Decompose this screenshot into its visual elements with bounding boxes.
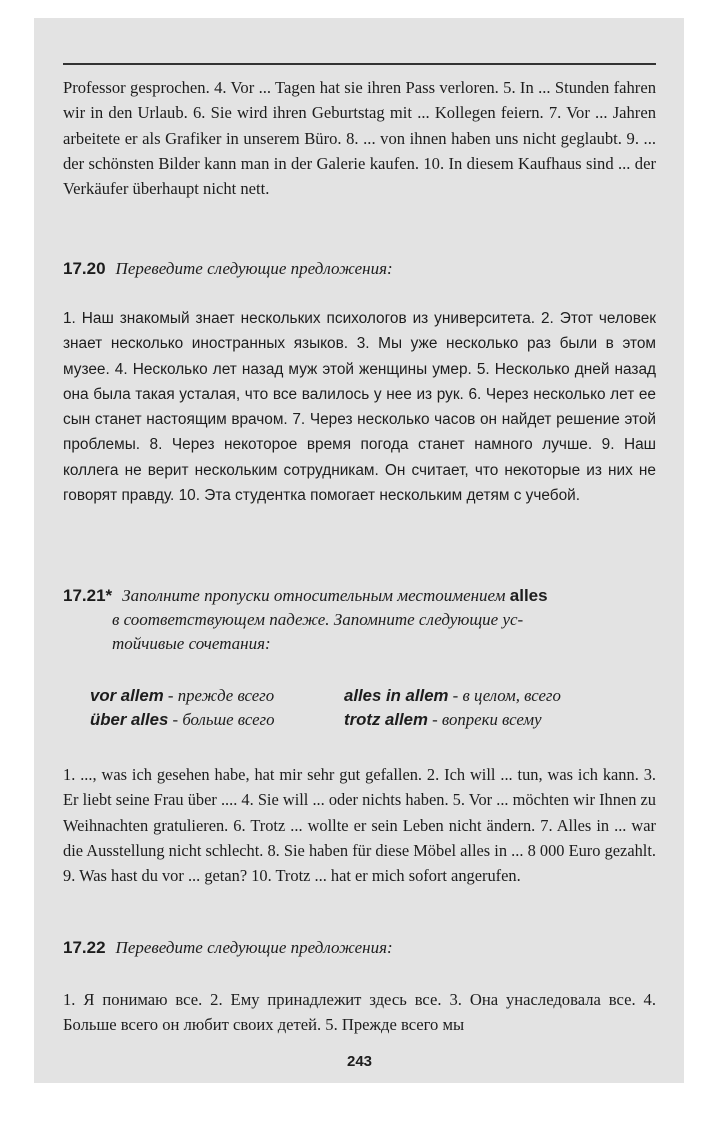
idiom-item: über alles - больше всего (90, 710, 275, 729)
exercise-17-21-text: 1. ..., was ich gesehen habe, hat mir sehr gut gefallen. 2. Ich will ... tun, was ich kann. 3. Er liebt seine Frau über .... 4. Sie will ... oder nichts haben. 5. Vor ... möchten wir Ihnen zu Weihnachten gratulieren. 6. Trotz ... wollte er sein Leben nicht ändern. 7. Alles in ... war die Ausstellung nicht schlecht. 8. Sie haben für diese Möbel alles in ... 8 000 Euro gezahlt. 9. Was hast du vor ... getan? 10. Trotz ... hat er mich sofort angerufen. (63, 765, 656, 886)
idiom-row (90, 684, 650, 708)
idiom-translation: прежде всего (177, 686, 275, 705)
idiom-item: trotz allem - вопреки всему (344, 710, 542, 729)
idiom-translation: больше всего (182, 710, 275, 729)
idiom-term: vor allem (90, 686, 164, 705)
idiom-item: vor allem - прежде всего (90, 686, 275, 705)
idiom-term: trotz allem (344, 710, 428, 729)
idiom-list (90, 684, 650, 732)
exercise-number: 17.21* (63, 586, 113, 605)
exercise-title-line: в соответствующем падеже. Запомните следующие ус- (112, 610, 524, 629)
page-number: 243 (346, 1053, 373, 1070)
idiom-translation: в целом, всего (462, 686, 561, 705)
exercise-17-21-heading (63, 584, 656, 656)
exercise-17-22-text: 1. Я понимаю все. 2. Ему принадлежит здесь все. 3. Она унаследовала все. 4. Больше всего он любит своих детей. 5. Прежде всего мы (63, 990, 656, 1035)
exercise-title: Переведите следующие предложения: (115, 259, 393, 278)
idiom-term: über alles (90, 710, 169, 729)
exercise-number: 17.22 (63, 938, 106, 957)
exercise-17-20-text: 1. Наш знакомый знает нескольких психологов из университета. 2. Этот человек знает несколько иностранных языков. 3. Мы уже несколько раз были в этом музее. 4. Несколько лет назад муж этой женщины умер. 5. Несколько дней назад она была такая усталая, что все валилось у нее из рук. 6. Через несколько лет ее сын станет настоящим врачом. 7. Через несколько часов он найдет решение этой проблемы. 8. Через некоторое время погода станет намного лучше. 9. Наш коллега не верит нескольким сотрудникам. Он считает, что некоторые из них не говорят правду. 10. Эта студентка помогает нескольким детям с учебой. (63, 310, 656, 505)
header-rule (63, 63, 656, 65)
exercise-title-part: Заполните пропуски относительным местоимением (122, 586, 506, 605)
idiom-term: alles in allem (344, 686, 449, 705)
keyword-alles: alles (509, 586, 548, 605)
exercise-number: 17.20 (63, 259, 106, 278)
exercise-title-line: тойчивые сочетания: (112, 634, 271, 653)
exercise-17-22-heading (63, 935, 656, 960)
idiom-translation: вопреки всему (441, 710, 542, 729)
exercise-17-20-heading (63, 256, 656, 281)
idiom-row (90, 708, 650, 732)
idiom-item: alles in allem - в целом, всего (344, 686, 561, 705)
paragraph-continuation: Professor gesprochen. 4. Vor ... Tagen hat sie ihren Pass verloren. 5. In ... Stunden fahren wir in den Urlaub. 6. Sie wird ihren Geburtstag mit ... Kollegen feiern. 7. Vor ... Jahren arbeitete er als Grafiker in unserem Büro. 8. ... von ihnen haben uns nicht geglaubt. 9. ... der schönsten Bilder kann man in der Galerie kaufen. 10. In diesem Kaufhaus sind ... der Verkäufer überhaupt nicht nett. (63, 78, 656, 199)
exercise-title: Переведите следующие предложения: (115, 938, 393, 957)
